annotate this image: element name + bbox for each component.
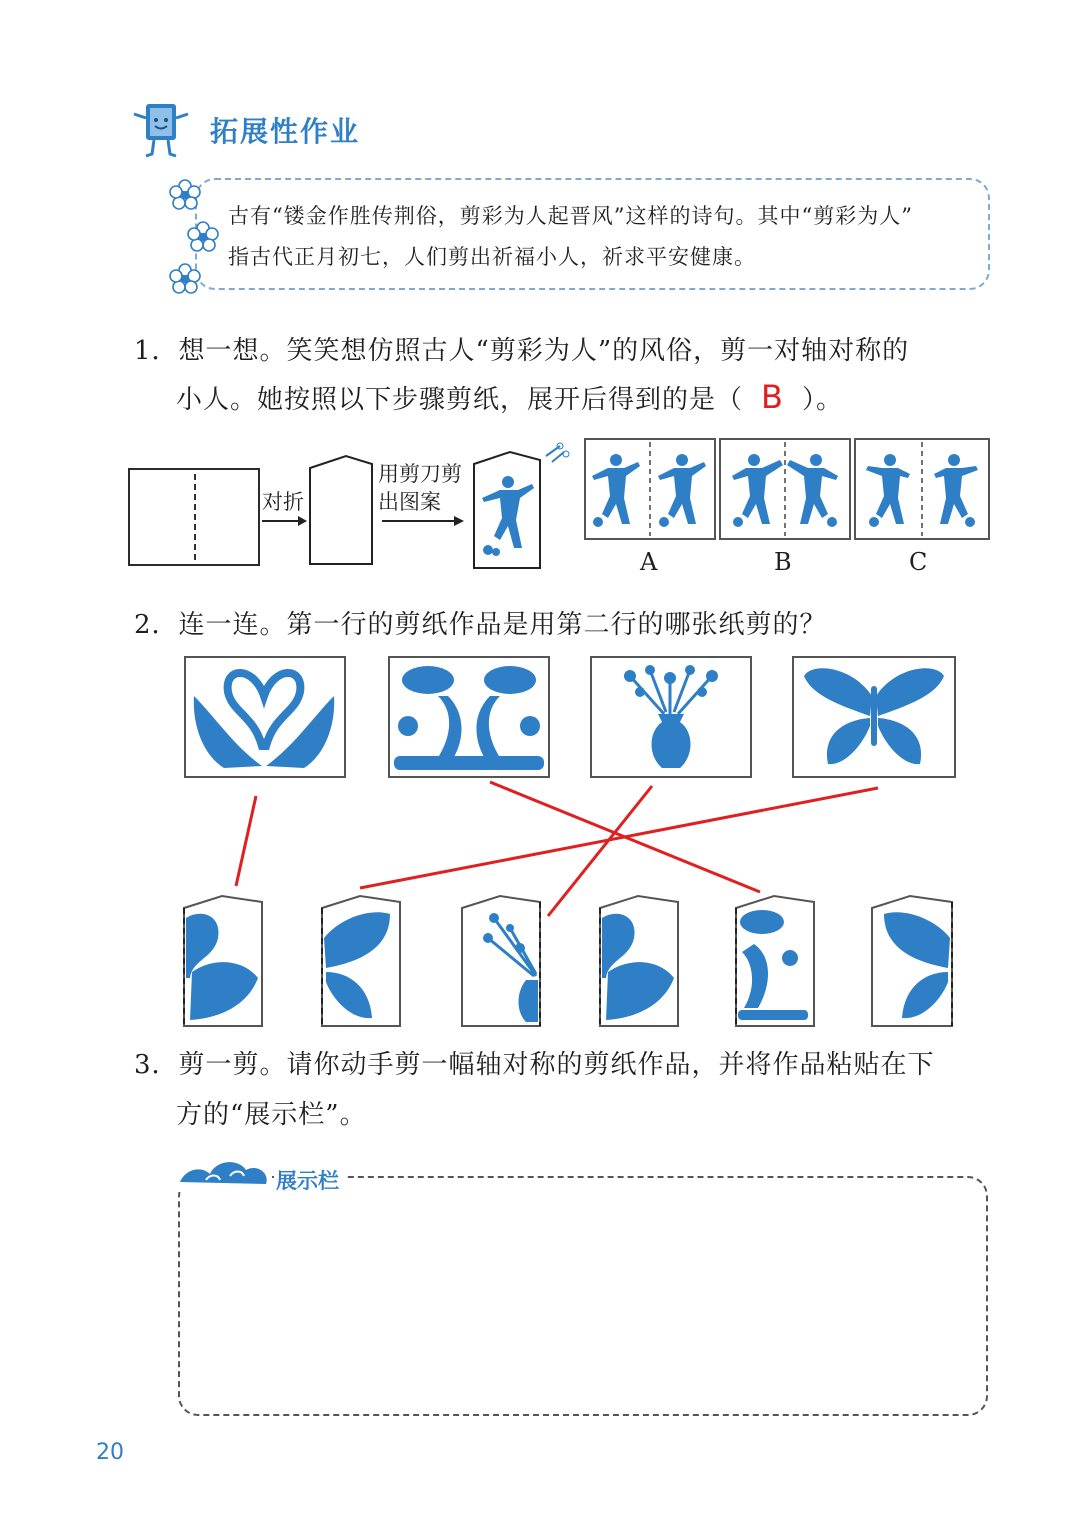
half-koi-folded [734, 888, 818, 1028]
question-1-text [176, 378, 843, 416]
half-butterfly-folded-left [320, 888, 404, 1028]
step-label: 用剪刀剪 [378, 462, 462, 486]
question-1-text: 1．想一想。笑笑想仿照古人“剪彩为人”的风俗，剪一对轴对称的 [134, 336, 910, 366]
swan-pair-papercut [184, 656, 346, 778]
showcase-title: 展示栏 [276, 1165, 345, 1195]
flower-icon [168, 178, 202, 212]
option-panels [584, 438, 990, 542]
question-2-text: 2．连一连。第一行的剪纸作品是用第二行的哪张纸剪的？ [134, 610, 827, 640]
half-swan-folded-right [598, 888, 682, 1028]
half-vase-folded [460, 888, 544, 1028]
question-1-close: ）。 [801, 385, 843, 415]
flower-icon [168, 262, 202, 296]
answer-line [360, 788, 878, 888]
half-butterfly-folded-right [870, 888, 956, 1028]
step-label: 出图案 [378, 490, 441, 514]
question-3-text: 3．剪一剪。请你动手剪一幅轴对称的剪纸作品，并将作品粘贴在下 [134, 1050, 935, 1080]
cut-paper [470, 440, 570, 570]
koi-lotus-papercut [388, 656, 550, 778]
book-mascot-icon [128, 96, 194, 162]
vase-plum-papercut [590, 656, 752, 778]
intro-text: 古有“镂金作胜传荆俗，剪彩为人起晋风”这样的诗句。其中“剪彩为人” [228, 204, 913, 228]
arrow-icon [382, 514, 466, 528]
cloud-icon [176, 1152, 272, 1192]
arrow-icon [262, 514, 308, 528]
answer-line [236, 796, 256, 886]
showcase-box[interactable] [178, 1176, 988, 1416]
handwritten-answer: B [761, 378, 784, 416]
answer-line [490, 782, 760, 892]
question-1-prompt: 小人。她按照以下步骤剪纸，展开后得到的是（ [176, 385, 744, 415]
butterfly-papercut [792, 656, 956, 778]
option-label-b: B [774, 548, 792, 576]
unfolded-paper [128, 468, 260, 566]
option-label-c: C [909, 548, 928, 576]
page-number: 20 [96, 1440, 124, 1465]
intro-text: 指古代正月初七，人们剪出祈福小人，祈求平安健康。 [228, 245, 756, 269]
step-label: 对折 [262, 490, 304, 514]
half-swan-folded [182, 888, 266, 1028]
flower-icon [186, 220, 220, 254]
option-label-a: A [640, 548, 658, 576]
intro-box [195, 178, 990, 290]
folded-paper [306, 452, 378, 568]
section-title: 拓展性作业 [210, 115, 361, 148]
question-3-text: 方的“展示栏”。 [176, 1100, 367, 1130]
